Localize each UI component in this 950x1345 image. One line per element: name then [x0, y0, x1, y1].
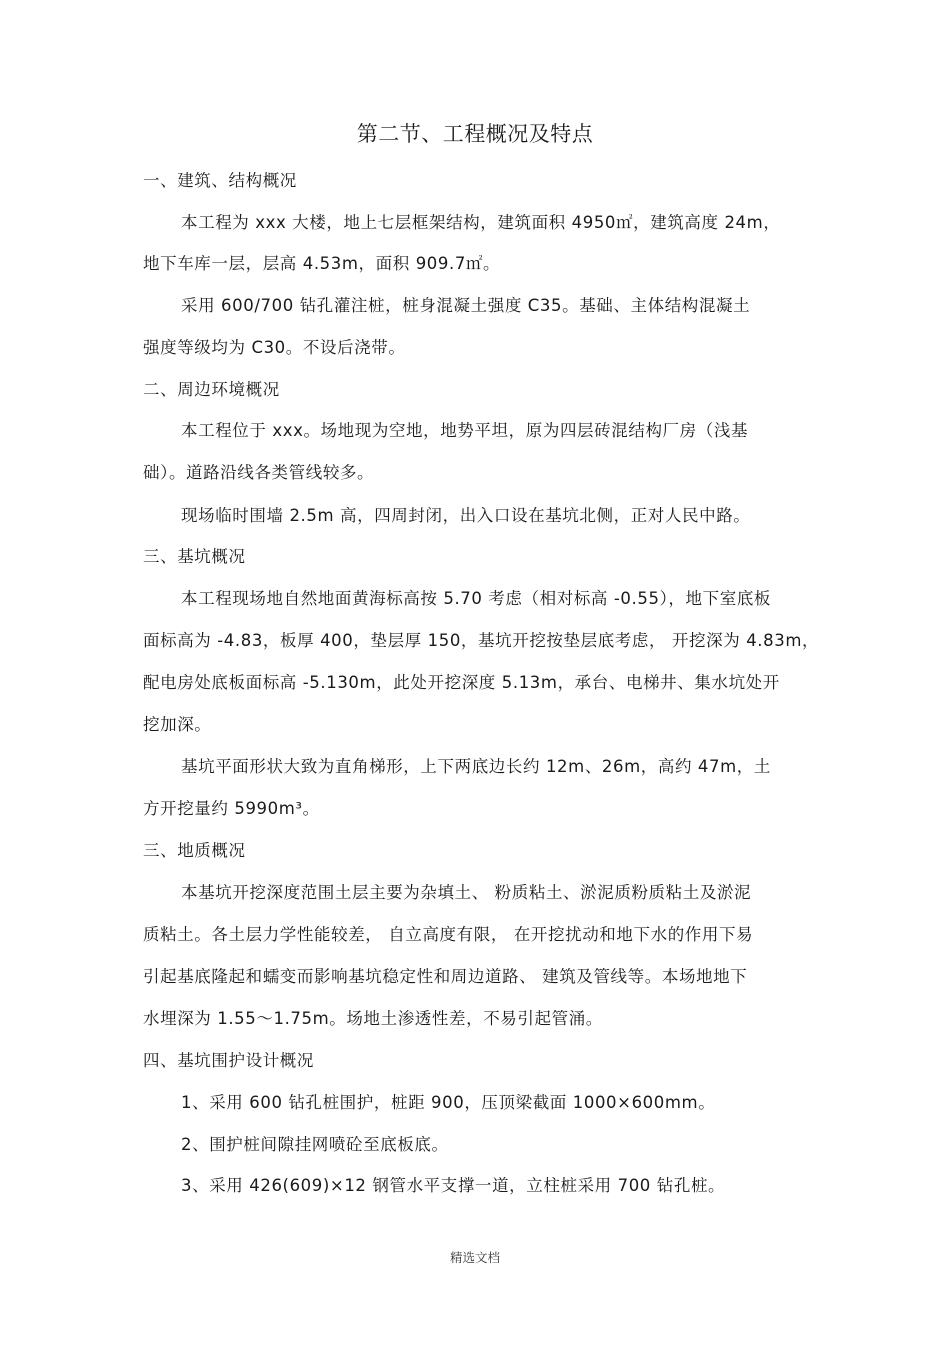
paragraph-line: 础）。道路沿线各类管线较多。: [143, 463, 375, 482]
paragraph-line: 质粘土。各土层力学性能较差， 自立高度有限， 在开挖扰动和地下水的作用下易: [143, 925, 754, 944]
list-item: 2、围护桩间隙挂网喷砼至底板底。: [181, 1135, 449, 1154]
paragraph-line: 方开挖量约 5990m³。: [143, 799, 320, 818]
paragraph-line: 基坑平面形状大致为直角梯形，上下两底边长约 12m、26m，高约 47m，土: [181, 757, 771, 776]
paragraph-line: 现场临时围墙 2.5m 高，四周封闭，出入口设在基坑北侧，正对人民中路。: [181, 506, 751, 525]
paragraph-line: 强度等级均为 C30。不设后浇带。: [143, 338, 406, 357]
paragraph-line: 引起基底隆起和蠕变而影响基坑稳定性和周边道路、 建筑及管线等。本场地地下: [143, 967, 748, 986]
paragraph-line: 水埋深为 1.55～1.75m。场地土渗透性差，不易引起管涌。: [143, 1009, 603, 1028]
paragraph-line: 本工程为 xxx 大楼，地上七层框架结构，建筑面积 4950㎡，建筑高度 24m，: [181, 213, 781, 232]
paragraph-line: 配电房处底板面标高 -5.130m，此处开挖深度 5.13m，承台、电梯井、集水坑处开: [143, 673, 780, 692]
list-item: 1、采用 600 钻孔桩围护，桩距 900，压顶梁截面 1000×600mm。: [181, 1093, 716, 1112]
heading-geology: 三、地质概况: [143, 841, 246, 860]
heading-pit-overview: 三、基坑概况: [143, 547, 246, 566]
paragraph-line: 本工程现场地自然地面黄海标高按 5.70 考虑（相对标高 -0.55），地下室底板: [181, 589, 772, 608]
paragraph-line: 面标高为 -4.83，板厚 400，垫层厚 150，基坑开挖按垫层底考虑， 开挖深为 4.83m，: [143, 631, 820, 650]
paragraph-line: 本基坑开挖深度范围土层主要为杂填土、 粉质粘土、淤泥质粉质粘土及淤泥: [181, 883, 752, 902]
paragraph-line: 采用 600/700 钻孔灌注桩，桩身混凝土强度 C35。基础、主体结构混凝土: [181, 296, 751, 315]
list-item: 3、采用 426(609)×12 钢管水平支撑一道，立柱桩采用 700 钻孔桩。: [181, 1176, 726, 1195]
heading-surroundings: 二、周边环境概况: [143, 380, 280, 399]
page-footer: 精选文档: [449, 1250, 500, 1265]
paragraph-line: 地下车库一层，层高 4.53m，面积 909.7㎡。: [143, 254, 501, 273]
paragraph-line: 本工程位于 xxx。场地现为空地，地势平坦，原为四层砖混结构厂房（浅基: [181, 421, 749, 440]
heading-building-structure: 一、建筑、结构概况: [143, 171, 297, 190]
section-title: 第二节、工程概况及特点: [356, 122, 594, 146]
paragraph-line: 挖加深。: [143, 715, 212, 734]
heading-retaining-design: 四、基坑围护设计概况: [143, 1051, 314, 1070]
